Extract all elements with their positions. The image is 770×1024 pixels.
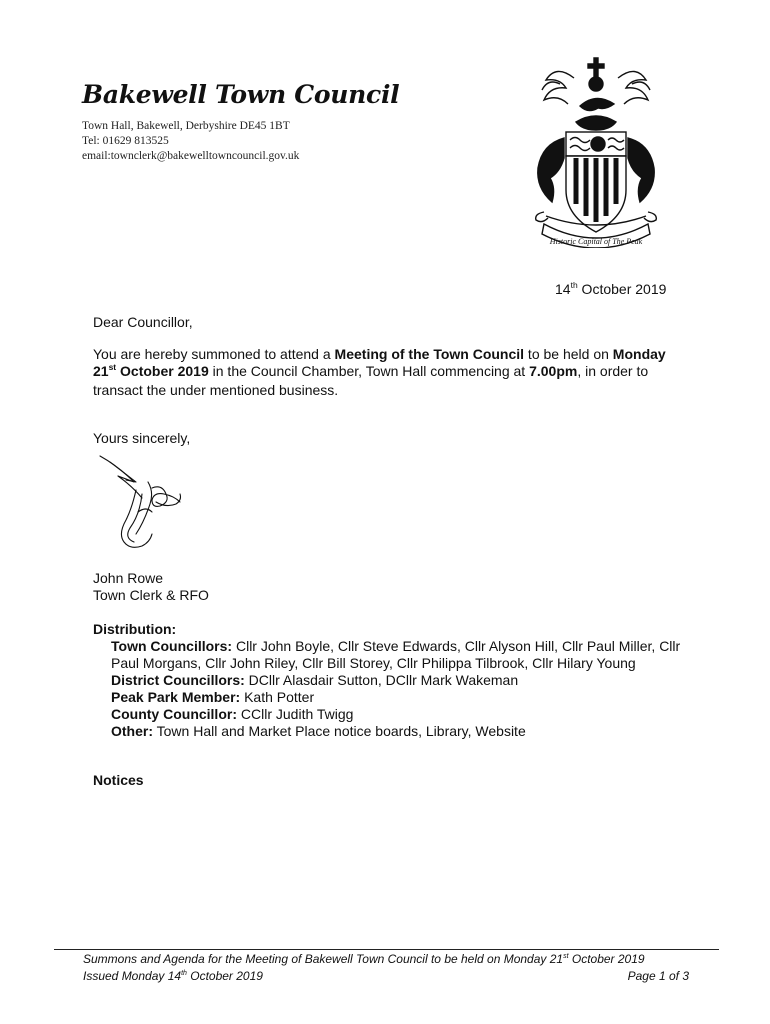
meeting-date: Monday 21st October 2019 [93,346,666,379]
signature-icon [96,452,196,554]
signer-title: Town Clerk & RFO [93,587,209,603]
closing: Yours sincerely, [93,430,191,446]
page-footer [83,952,689,986]
notices-heading: Notices [93,772,144,788]
salutation: Dear Councillor, [93,314,193,330]
summons-paragraph: You are hereby summoned to attend a Meeting of the Town Council to be held on Monday 21st October 2019 in the Council Chamber, Town Hall commencing at 7.00pm, in order to transact the under mentioned business. [93,346,666,398]
distribution-section [93,621,683,740]
meeting-time: 7.00pm [529,363,578,379]
page-number: Page 1 of 3 [627,969,689,983]
distribution-group: Peak Park Member: Kath Potter [111,689,315,705]
footer-line-1: Summons and Agenda for the Meeting of Bakewell Town Council to be held on Monday 21st October 2019 [83,952,645,966]
signer-block [93,570,209,604]
telephone-line: Tel: 01629 813525 [82,135,169,147]
footer-line-2: Issued Monday 14th October 2019 Page 1 of 3 [83,969,689,986]
distribution-group: District Councillors: DCllr Alasdair Sutton, DCllr Mark Wakeman [111,672,519,688]
crest-motto: Historic Capital of The Peak [549,237,643,246]
council-crest-icon [516,48,676,248]
address-line: Town Hall, Bakewell, Derbyshire DE45 1BT [82,120,290,132]
distribution-group: Other: Town Hall and Market Place notice boards, Library, Website [111,723,526,739]
letter-date: 14th October 2019 [555,280,667,297]
distribution-group: County Councillor: CCllr Judith Twigg [111,706,354,722]
meeting-name: Meeting of the Town Council [334,346,525,362]
email-line: email:townclerk@bakewelltowncouncil.gov.uk [82,150,300,162]
distribution-group: Town Councillors: Cllr John Boyle, Cllr Steve Edwards, Cllr Alyson Hill, Cllr Paul Miller, Cllr Paul Morgans, Cllr John Riley, Cllr Bill Storey, Cllr Philippa Tilbrook, Cllr Hilary Young [111,638,681,671]
distribution-list [93,638,683,740]
signer-name: John Rowe [93,570,164,586]
distribution-heading: Distribution: [93,621,177,637]
council-address [82,119,299,164]
footer-divider [54,949,719,950]
council-name: Bakewell Town Council [82,80,400,109]
